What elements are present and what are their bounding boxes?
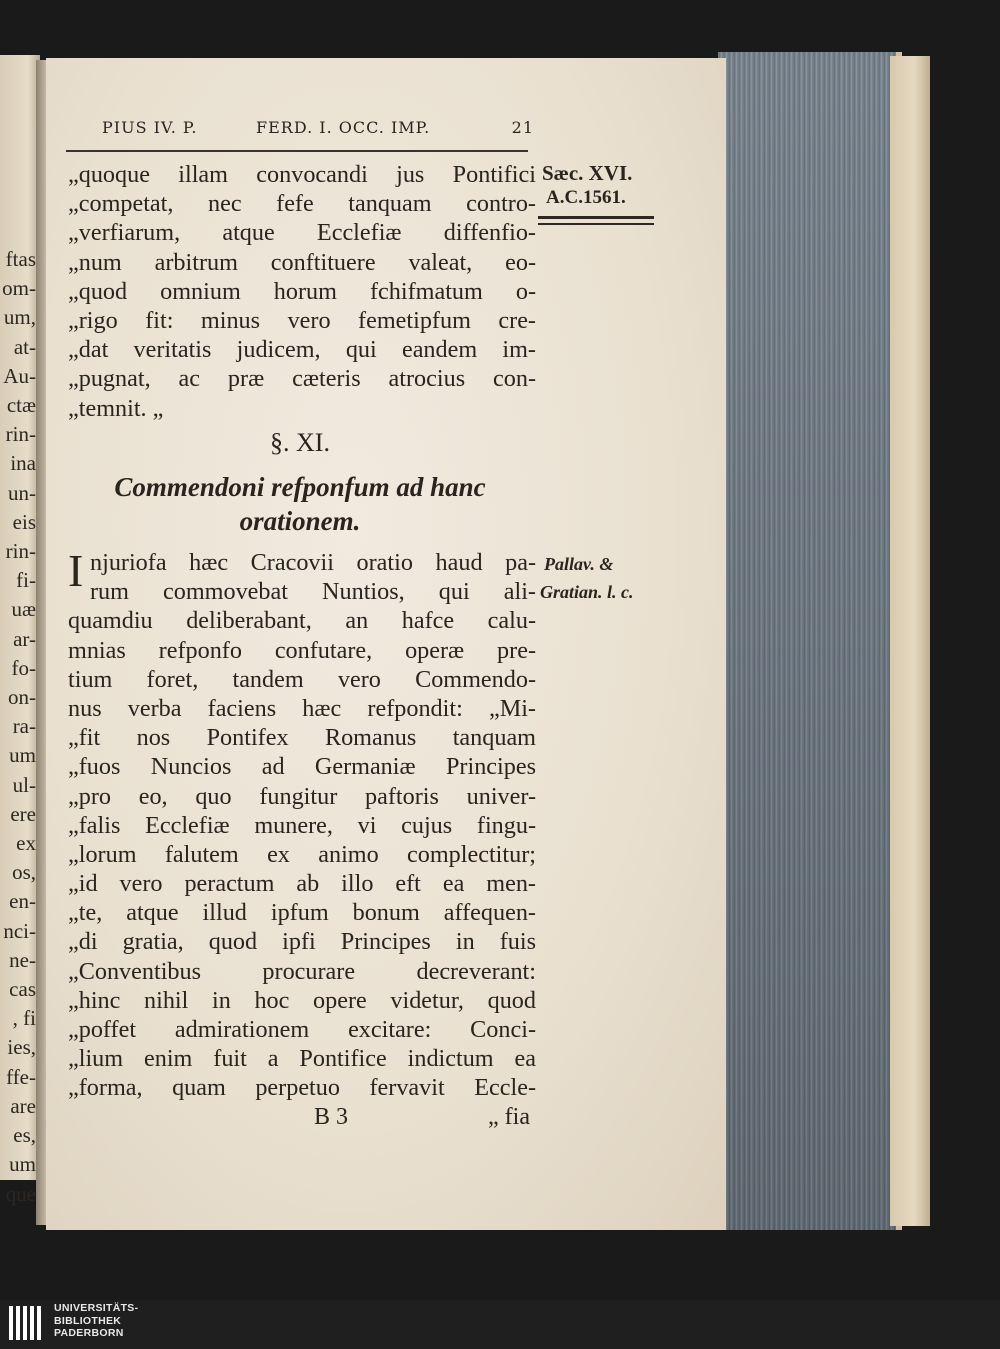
- library-name-line-2: BIBLIOTHEK: [54, 1314, 122, 1327]
- drop-cap: I: [68, 545, 84, 596]
- text-line: „quoque illam convocandi jus Pontifici: [68, 161, 536, 188]
- fragment-line: ina: [10, 451, 36, 476]
- margin-rule: [538, 216, 654, 219]
- fragment-line: uæ: [11, 597, 36, 622]
- text-line: „hinc nihil in hoc opere videtur, quod: [68, 986, 536, 1014]
- text-line: njuriofa hæc Cracovii oratio haud pa-: [90, 549, 536, 576]
- library-name-line-3: PADERBORN: [54, 1327, 124, 1339]
- fragment-line: eis: [12, 509, 36, 534]
- fragment-line: um,: [3, 305, 36, 330]
- fragment-line: en-: [9, 889, 36, 914]
- text-line: tium foret, tandem vero Commendo-: [68, 665, 536, 693]
- text-line: „pugnat, ac præ cæteris atrocius con-: [68, 365, 536, 393]
- text-line: „Conventibus procurare decreverant:: [68, 957, 536, 985]
- text-line: nus verba faciens hæc refpondit: „Mi-: [68, 694, 536, 722]
- fragment-line: are: [10, 1093, 36, 1118]
- fragment-line: om-: [2, 276, 36, 301]
- catchword: „ fia: [488, 1104, 530, 1130]
- margin-reference-1: Pallav. &: [544, 554, 614, 574]
- fragment-line: ere: [10, 801, 36, 826]
- text-line: „falis Ecclefiæ munere, vi cujus fingu-: [68, 811, 536, 839]
- text-line: „lorum falutem ex animo complectitur;: [68, 840, 536, 868]
- text-line: „competat, nec fefe tanquam contro-: [68, 190, 536, 218]
- fragment-line: os,: [12, 860, 36, 885]
- fragment-line: nci-: [3, 918, 36, 943]
- paragraph-2: [68, 545, 536, 1103]
- fragment-line: um: [9, 1152, 36, 1177]
- text-line: „temnit. „: [68, 394, 164, 422]
- text-line: „quod omnium horum fchifmatum o-: [68, 277, 536, 305]
- section-title-line-1: Commendoni refponfum ad hanc: [114, 472, 486, 502]
- fragment-line: cas: [9, 977, 36, 1002]
- fragment-line: ies,: [7, 1035, 36, 1060]
- fragment-line: ra-: [12, 714, 36, 739]
- text-line: „forma, quam perpetuo fervavit Eccle-: [68, 1074, 536, 1102]
- text-line: quamdiu deliberabant, an hafce calu-: [68, 607, 536, 635]
- previous-page-edge: [0, 55, 40, 1206]
- margin-reference-2: Gratian. l. c.: [540, 582, 634, 602]
- text-line: „fuos Nuncios ad Germaniæ Principes: [68, 753, 536, 781]
- margin-century: Sæc. XVI.: [542, 161, 633, 185]
- section-number: §. XI.: [270, 428, 330, 457]
- fragment-line: on-: [8, 685, 36, 710]
- section-title: [66, 470, 534, 538]
- fragment-line: ftas: [5, 247, 36, 271]
- text-line: rum commovebat Nuntios, qui ali-: [90, 578, 536, 606]
- fragment-line: ar-: [13, 626, 36, 651]
- text-line: „di gratia, quod ipfi Principes in fuis: [68, 928, 536, 956]
- margin-rule-double: [538, 223, 654, 225]
- text-line: „fit nos Pontifex Romanus tanquam: [68, 724, 536, 752]
- fragment-line: fi-: [16, 568, 36, 593]
- fragment-line: fo-: [11, 655, 36, 680]
- fragment-line: , fi: [12, 1006, 36, 1031]
- fragment-line: rin-: [5, 422, 36, 447]
- fragment-line: ctæ: [6, 393, 36, 418]
- text-line: „id vero peractum ab illo eft ea men-: [68, 870, 536, 898]
- library-name-line-1: UNIVERSITÄTS-: [54, 1302, 139, 1314]
- text-line: „verfiarum, atque Ecclefiæ diffenfio-: [68, 219, 536, 247]
- margin-year: A.C.1561.: [546, 187, 626, 208]
- text-line: „lium enim fuit a Pontifice indictum ea: [68, 1045, 536, 1073]
- header-rule: [66, 150, 528, 152]
- text-line: „te, atque illud ipfum bonum affequen-: [68, 899, 536, 927]
- text-line: „poffet admirationem excitare: Conci-: [68, 1016, 536, 1043]
- previous-page-fragments: [0, 245, 36, 1209]
- fragment-line: que: [5, 1181, 36, 1206]
- fragment-line: ffe-: [6, 1064, 36, 1089]
- book-edge-shade: [718, 52, 896, 1230]
- fragment-line: um: [9, 743, 36, 768]
- library-name: [54, 1302, 138, 1340]
- fragment-line: rin-: [5, 539, 36, 564]
- fragment-line: es,: [13, 1123, 36, 1148]
- section-title-line-2: orationem.: [239, 506, 361, 536]
- book-cover-edge: [890, 56, 930, 1226]
- running-head: [102, 118, 534, 144]
- fragment-line: ex: [16, 831, 36, 856]
- fragment-line: un-: [8, 480, 36, 505]
- fragment-line: ne-: [9, 947, 36, 972]
- running-head-left: PIUS IV. P.: [102, 118, 198, 137]
- fragment-line: ul-: [12, 772, 36, 797]
- page-number: 21: [511, 118, 534, 137]
- library-footer-bar: [0, 1300, 1000, 1349]
- fragment-line: Au-: [3, 363, 36, 388]
- library-logo-icon: [8, 1303, 46, 1343]
- text-line: „rigo fit: minus vero femetipfum cre-: [68, 306, 536, 334]
- text-line: „pro eo, quo fungitur paftoris univer-: [68, 782, 536, 810]
- fragment-line: at-: [13, 334, 36, 359]
- paragraph-1: [68, 160, 536, 423]
- text-line: mnias refponfo confutare, operæ pre-: [68, 636, 536, 664]
- running-head-center: FERD. I. OCC. IMP.: [256, 118, 431, 137]
- text-line: „dat veritatis judicem, qui eandem im-: [68, 336, 536, 364]
- signature-mark: B 3: [314, 1104, 349, 1130]
- text-line: „num arbitrum conftituere valeat, eo-: [68, 248, 536, 276]
